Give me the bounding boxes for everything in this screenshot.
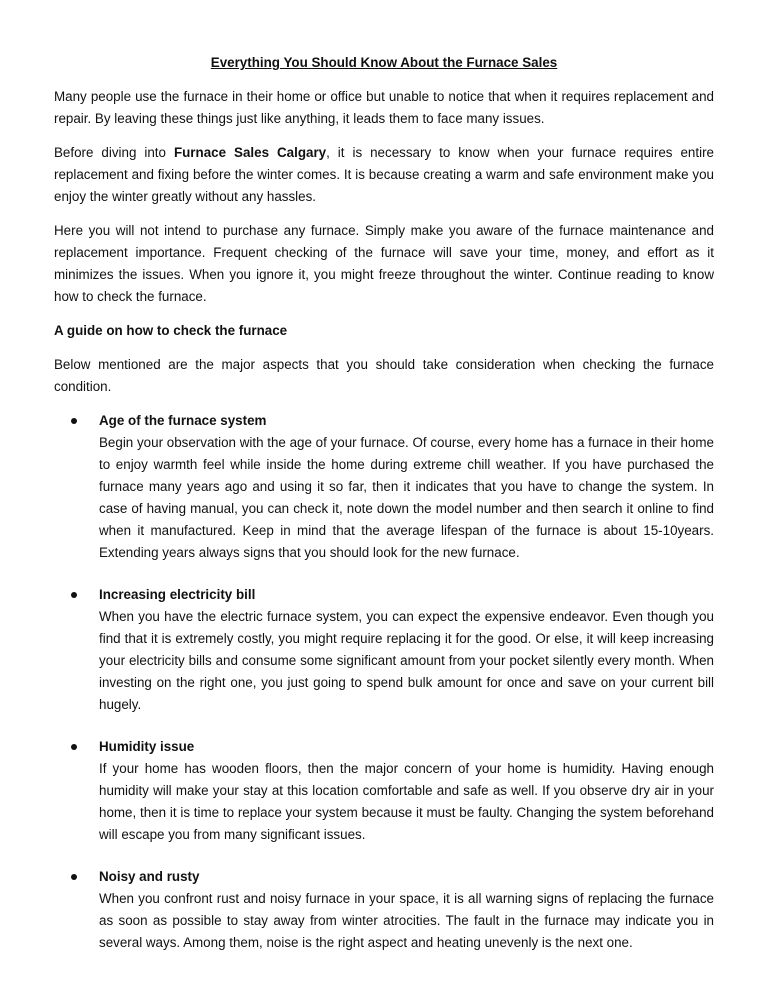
document-page: [54, 52, 714, 974]
list-item-title: Noisy and rusty: [99, 869, 200, 884]
text: , it is necessary to know when your furnace requires entire replacement and fixing before the winter comes. It is because creating a warm and safe environment make you enjoy the winter greatly without any hassles.: [54, 145, 714, 204]
list-item-body: If your home has wooden floors, then the major concern of your home is humidity. Having enough humidity will make your stay at this location comfortable and safe as well. If you observe dry air in your home, then it is time to replace your system because it must be faulty. Changing the system beforehand will escape you from many significant issues.: [99, 761, 714, 842]
list-item-body: When you confront rust and noisy furnace in your space, it is all warning signs of replacing the furnace as soon as possible to stay away from winter atrocities. The fault in the furnace may indicate you in several ways. Among them, noise is the right aspect and heating unevenly is the next one.: [99, 891, 714, 950]
section-intro: Below mentioned are the major aspects that you should take consideration when checking the furnace condition.: [54, 357, 714, 394]
list-item-body: Begin your observation with the age of your furnace. Of course, every home has a furnace in their home to enjoy warmth feel while inside the home during extreme chill weather. If you have purchased the furnace many years ago and using it so far, then it indicates that you have to change the system. In case of having manual, you can check it, note down the model number and then search it online to find when it manufactured. Keep in mind that the average lifespan of the furnace is about 15-10years. Extending years always signs that you should look for the new furnace.: [99, 435, 714, 560]
paragraph-intro: Many people use the furnace in their home or office but unable to notice that when it requires replacement and repair. By leaving these things just like anything, it leads them to face many issues.: [54, 89, 714, 126]
list-item-title: Humidity issue: [99, 739, 195, 754]
bullet-icon: [71, 592, 77, 598]
bullet-icon: [71, 874, 77, 880]
paragraph-calgary: [54, 142, 714, 208]
bullet-icon: [71, 744, 77, 750]
document-title: Everything You Should Know About the Furnace Sales: [210, 55, 558, 70]
paragraph-purpose: Here you will not intend to purchase any furnace. Simply make you aware of the furnace maintenance and replacement importance. Frequent checking of the furnace will save your time, money, and effort as it minimizes the issues. When you ignore it, you might freeze throughout the winter. Continue reading to know how to check the furnace.: [54, 223, 714, 304]
list-item-title: Increasing electricity bill: [99, 587, 256, 602]
list-item-body: When you have the electric furnace system, you can expect the expensive endeavor. Even though you find that it is extremely costly, you might require replacing it for the good. Or else, it will keep increasing your electricity bills and consume some significant amount from your pocket silently every month. When investing on the right one, you just going to spend bulk amount for once and save on your current bill hugely.: [99, 609, 714, 712]
bullet-list: [54, 410, 714, 954]
section-heading: A guide on how to check the furnace: [54, 323, 288, 338]
list-item: [54, 736, 714, 846]
list-item-title: Age of the furnace system: [99, 413, 267, 428]
text: Before diving into: [54, 145, 174, 160]
list-item: [54, 866, 714, 954]
bold-keyword: Furnace Sales Calgary: [173, 145, 327, 160]
list-item: [54, 584, 714, 716]
list-item: [54, 410, 714, 564]
bullet-icon: [71, 418, 77, 424]
